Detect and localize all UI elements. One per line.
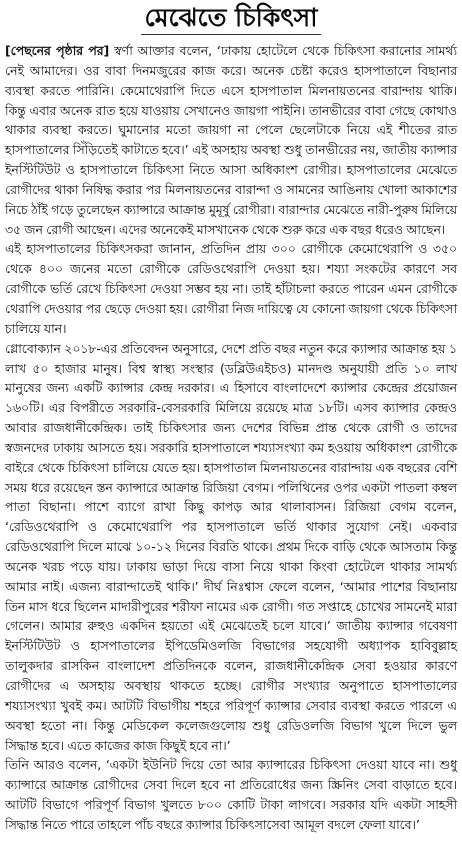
article-paragraph-4: তিনি আরও বলেন, ‘একটা ইউনিট দিয়ে তো আর ক্যান্সারের চিকিৎসা দেওয়া যাবে না। শুধু ক্যান্সারে আক্রান্ত রোগীদের সেবা দিলে হবে না প্রতিরোধের জন্য স্ক্রিনিং সেবা বাড়াতে হবে। আটটি বিভাগে পরিপূর্ণ বিভাগ খুলতে ৮০০ কোটি টাকা লাগবে। সরকার যদি একটা সাহসী সিদ্ধান্ত নিতে পারে তাহলে পাঁচ বছরে ক্যান্সার চিকিৎসাসেবা আমূল বদলে ফেলা যাবে।’ [5, 757, 457, 832]
article-body [5, 41, 457, 835]
article-paragraph-3: গ্লোবোক্যান ২০১৮-এর প্রতিবেদন অনুসারে, দেশে প্রতি বছর নতুন করে ক্যান্সার আক্রান্ত হয় ১ লাখ ৫০ হাজার মানুষ। বিশ্ব স্বাস্থ্য সংস্থার (ডব্লিউএইচও) মানদণ্ড অনুযায়ী প্রতি ১০ লাখ মানুষের জন্য একটি ক্যান্সার কেন্দ্র দরকার। এ হিসাবে বাংলাদেশে ক্যান্সার কেন্দ্রের প্রয়োজন ১৬০টি। এর বিপরীতে সরকারি-বেসরকারি মিলিয়ে রয়েছে মাত্র ১৮টি। এসব ক্যান্সার কেন্দ্রও আবার রাজধানীকেন্দ্রিক। তাই চিকিৎসার জন্য দেশের বিভিন্ন প্রান্ত থেকে রোগী ও তাদের স্বজনদের ঢাকায় আসতে হয়। সরকারি হাসপাতালে শয্যাসংখ্যা কম হওয়ায় অধিকাংশ রোগীকে বাইরে থেকে চিকিৎসা চালিয়ে যেতে হয়। হাসপাতাল মিলনায়তনের বারান্দায় এক বছরের বেশি সময় ধরে রয়েছেন স্তন ক্যান্সারে আক্রান্ত রিজিয়া বেগম। পলিথিনের ওপর একটা পাতলা কম্বল পাতা বিছানা। পাশে ব্যাগে রাখা কিছু কাপড় আর থালাবাসন। রিজিয়া বেগম বলেন, ‘রেডিওথেরাপি ও কেমোথেরাপি পর হাসপাতালে ভর্তি থাকার সুযোগ নেই। একবার রেডিওথেরাপি দিলে মাঝে ১০-১২ দিনের বিরতি থাকে। প্রথম দিকে বাড়ি থেকে আসতাম কিন্তু অনেক খরচ পড়ে যায়। ঢাকায় ভাড়া দিয়ে বাসা নিয়ে থাকা কিংবা হোটেলে থাকার সামর্থ্য আমার নাই। এজন্য বারান্দাতেই থাকি।’ দীর্ঘ নিঃশ্বাস ফেলে বলেন, ‘আমার পাশের বিছানায় তিন মাস ধরে ছিলেন মাদারীপুরের শরীফা নামের এক রোগী। গত সপ্তাহে চোখের সামনেই মারা গেলেন। আমার রুহুও একদিন হয়তো এই মেঝেতেই চলে যাবে।’ জাতীয় ক্যান্সার গবেষণা ইনস্টিটিউট ও হাসপাতালের ইপিডেমিওলজি বিভাগের সহযোগী অধ্যাপক হাবিবুল্লাহ তালুকদার রাসকিন বাংলাদেশ প্রতিদিনকে বলেন, রাজধানীকেন্দ্রিক সেবা হওয়ার কারণে রোগীদের এ অসহায় অবস্থায় থাকতে হচ্ছে। রোগীর সংখ্যার অনুপাতে হাসপাতালের শয্যাসংখ্যা খুবই কম। আটটি বিভাগীয় শহরে পরিপূর্ণ ক্যান্সার সেবার ব্যবস্থা করতে পারলে এ অবস্থা হতো না। কিন্তু মেডিকেল কলেজগুলোয় শুধু রেডিওলজি বিভাগ খুলে দিলে ভুল সিদ্ধান্ত হবে। এতে কাজের কাজ কিছুই হবে না।’ [5, 340, 457, 753]
paragraph-text: স্বর্ণা আক্তার বলেন, ‘ঢাকায় হোটেলে থেকে চিকিৎসা করানোর সামর্থ্য নেই আমাদের। ওর বাবা দিনমজুরের কাজ করে। অনেক চেষ্টা করেও হাসপাতালে বিছানার ব্যবস্থা করতে পারিনি। কেমোথেরাপি দিতে এসে হাসপাতাল মিলনায়তনের বারান্দায় থাকি। কিন্তু এবার অনেক রাত হয়ে যাওয়ায় সেখানেও জায়গা পাইনি। তানভীরের বাবা গেছে কোথাও থাকার ব্যবস্থা করতে। ঘুমানোর মতো জায়গা না পেলে ছেলেটাকে নিয়ে এই শীতের রাত হাসপাতালের সিঁড়িতেই কাটাতে হবে।’ এই অসহায় অবস্থা শুধু তানভীরের নয়, জাতীয় ক্যান্সার ইনস্টিটিউট ও হাসপাতালে চিকিৎসা নিতে আসা অধিকাংশ রোগীর। হাসপাতালের মেঝেতে রোগীদের থাকা নিষিদ্ধ করার পর মিলনায়তনের বারান্দা ও সামনের আঙিনায় খোলা আকাশের নিচে ঠাঁই গড়ে তুলেছেন ক্যান্সারে আক্রান্ত মুমূর্ষু রোগীরা। বারান্দার মেঝেতে নারী-পুরুষ মিলিয়ে ৩৫ জন রোগী আছেন। এদের অনেকেই মাসখানেক থেকে শুরু করে এক বছর ধরেও আছেন। [5, 43, 458, 237]
article-paragraph-1 [5, 41, 457, 239]
headline: মেঝেতে চিকিৎসা [141, 2, 322, 35]
newspaper-clipping [3, 2, 459, 841]
continuation-marker: [পেছনের পৃষ্ঠার পর] [5, 43, 110, 58]
headline-container [3, 2, 459, 38]
article-paragraph-2: এই হাসপাতালের চিকিৎসকরা জানান, প্রতিদিন প্রায় ৩০০ রোগীকে কেমোথেরাপি ও ৩৫০ থেকে ৪০০ জনের মতো রোগীকে রেডিওথেরাপি দেওয়া হয়। শয্যা সংকটের কারণে সব রোগীকে ভর্তি রেখে চিকিৎসা দেওয়া সম্ভব হয় না। তাই হাঁটাচলা করতে পারেন এমন রোগীকে থেরাপি দেওয়ার পর ছেড়ে দেওয়া হয়। রোগীরা নিজ দায়িত্বে যে কোনো জায়গা থেকে চিকিৎসা চালিয়ে যান। [5, 241, 457, 336]
